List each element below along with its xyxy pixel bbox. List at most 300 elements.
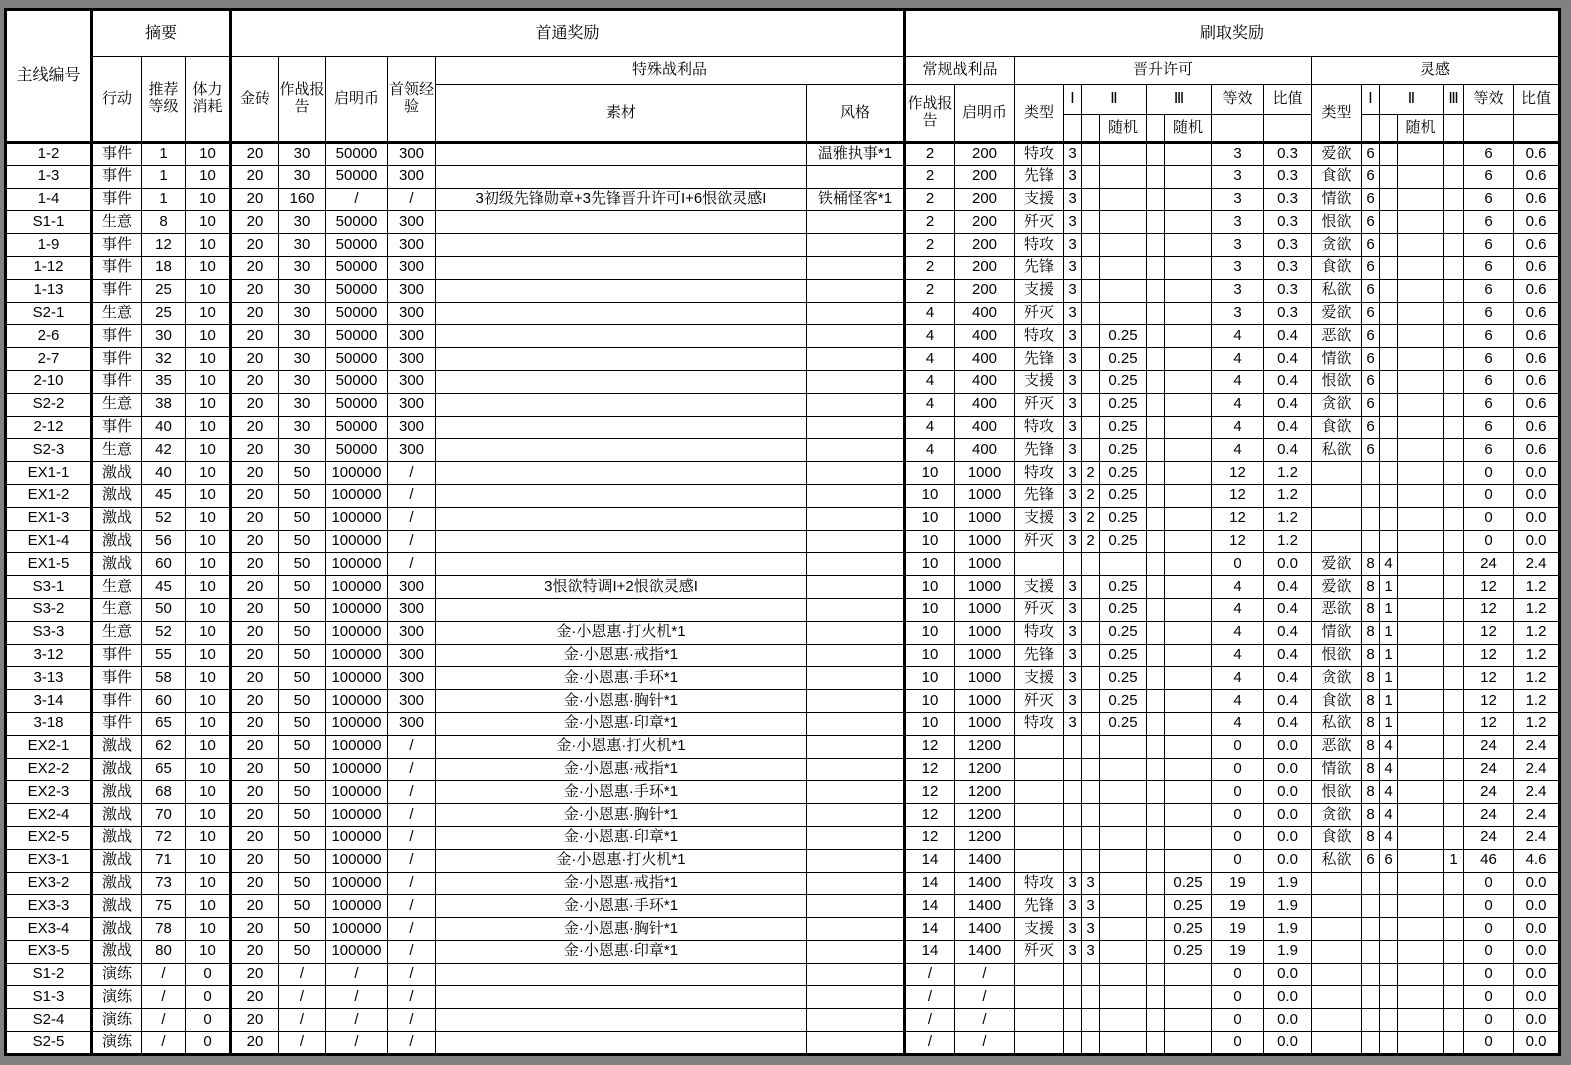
stamina-cost: 10 xyxy=(186,348,231,371)
qiming-coin: 50000 xyxy=(326,370,388,393)
stamina-cost: 10 xyxy=(186,484,231,507)
permit-ii xyxy=(1082,826,1100,849)
qiming-coin: / xyxy=(326,1009,388,1032)
insp-equivalent: 6 xyxy=(1464,439,1514,462)
insp-ii: 1 xyxy=(1380,576,1398,599)
style xyxy=(807,735,905,758)
material xyxy=(436,234,807,257)
insp-type: 私欲 xyxy=(1312,712,1362,735)
boss-exp: / xyxy=(388,530,436,553)
permit-ii-random xyxy=(1100,940,1147,963)
gold-brick: 20 xyxy=(231,507,279,530)
style xyxy=(807,644,905,667)
farm-battle-report: 10 xyxy=(905,553,955,576)
table-row xyxy=(6,918,1560,941)
permit-iii-random xyxy=(1165,849,1212,872)
stamina-cost: 0 xyxy=(186,1009,231,1032)
permit-equivalent: 0 xyxy=(1212,963,1264,986)
permit-iii xyxy=(1147,393,1165,416)
permit-iii xyxy=(1147,348,1165,371)
battle-report: 50 xyxy=(279,530,326,553)
battle-report: 50 xyxy=(279,667,326,690)
permit-i: 3 xyxy=(1064,940,1082,963)
material xyxy=(436,1009,807,1032)
permit-i xyxy=(1064,963,1082,986)
group-header-special-loot: 特殊战利品 xyxy=(436,57,905,85)
permit-i: 3 xyxy=(1064,507,1082,530)
permit-iii-random xyxy=(1165,416,1212,439)
permit-ratio: 0.3 xyxy=(1264,256,1312,279)
style: 铁桶怪客*1 xyxy=(807,188,905,211)
insp-iii xyxy=(1444,325,1464,348)
col-header-boss-exp: 首领经验 xyxy=(388,57,436,143)
insp-i: 6 xyxy=(1362,302,1380,325)
material: 3初级先锋勋章+3先锋晋升许可I+6恨欲灵感I xyxy=(436,188,807,211)
farm-battle-report: 10 xyxy=(905,462,955,485)
insp-type xyxy=(1312,530,1362,553)
insp-ratio: 0.6 xyxy=(1514,416,1560,439)
boss-exp: 300 xyxy=(388,667,436,690)
style xyxy=(807,302,905,325)
boss-exp: / xyxy=(388,484,436,507)
insp-iii xyxy=(1444,256,1464,279)
permit-equivalent: 19 xyxy=(1212,940,1264,963)
insp-iii xyxy=(1444,872,1464,895)
insp-type: 私欲 xyxy=(1312,849,1362,872)
insp-ratio: 0.6 xyxy=(1514,234,1560,257)
permit-ii: 2 xyxy=(1082,462,1100,485)
action: 事件 xyxy=(92,348,142,371)
insp-iii xyxy=(1444,439,1464,462)
action: 演练 xyxy=(92,986,142,1009)
permit-iii-random: 0.25 xyxy=(1165,940,1212,963)
permit-type xyxy=(1015,781,1064,804)
insp-iii xyxy=(1444,667,1464,690)
permit-i: 3 xyxy=(1064,393,1082,416)
permit-iii xyxy=(1147,143,1165,166)
insp-ratio: 1.2 xyxy=(1514,712,1560,735)
battle-report: 30 xyxy=(279,325,326,348)
stamina-cost: 10 xyxy=(186,462,231,485)
stamina-cost: 10 xyxy=(186,256,231,279)
insp-type: 贪欲 xyxy=(1312,804,1362,827)
stamina-cost: 10 xyxy=(186,826,231,849)
col-header-insp-equivalent-sub xyxy=(1464,115,1514,143)
insp-equivalent: 6 xyxy=(1464,393,1514,416)
recommended-level: 73 xyxy=(142,872,186,895)
permit-type: 先锋 xyxy=(1015,895,1064,918)
table-row xyxy=(6,279,1560,302)
permit-equivalent: 4 xyxy=(1212,393,1264,416)
insp-i: 8 xyxy=(1362,781,1380,804)
permit-iii xyxy=(1147,1009,1165,1032)
insp-ii: 1 xyxy=(1380,667,1398,690)
stamina-cost: 10 xyxy=(186,712,231,735)
insp-type xyxy=(1312,462,1362,485)
farm-battle-report: 14 xyxy=(905,872,955,895)
battle-report: 50 xyxy=(279,576,326,599)
permit-ii-random: 0.25 xyxy=(1100,348,1147,371)
farm-qiming-coin: 400 xyxy=(955,393,1015,416)
recommended-level: 68 xyxy=(142,781,186,804)
insp-i xyxy=(1362,462,1380,485)
table-row xyxy=(6,712,1560,735)
permit-ii-random xyxy=(1100,735,1147,758)
permit-ratio: 1.2 xyxy=(1264,462,1312,485)
insp-type: 食欲 xyxy=(1312,165,1362,188)
table-row xyxy=(6,143,1560,166)
permit-ii xyxy=(1082,804,1100,827)
qiming-coin: 100000 xyxy=(326,644,388,667)
qiming-coin: 100000 xyxy=(326,507,388,530)
style xyxy=(807,690,905,713)
style xyxy=(807,1009,905,1032)
permit-iii xyxy=(1147,165,1165,188)
col-header-insp-ratio-sub xyxy=(1514,115,1560,143)
gold-brick: 20 xyxy=(231,667,279,690)
qiming-coin: 50000 xyxy=(326,416,388,439)
permit-ii: 2 xyxy=(1082,530,1100,553)
permit-i: 3 xyxy=(1064,895,1082,918)
farm-battle-report: 10 xyxy=(905,667,955,690)
col-header-insp-tier3-sub xyxy=(1444,115,1464,143)
gold-brick: 20 xyxy=(231,986,279,1009)
permit-ii: 2 xyxy=(1082,484,1100,507)
mainline-id: EX1-3 xyxy=(6,507,92,530)
permit-iii-random xyxy=(1165,1009,1212,1032)
insp-i xyxy=(1362,507,1380,530)
style xyxy=(807,918,905,941)
insp-ratio: 2.4 xyxy=(1514,804,1560,827)
permit-ratio: 1.9 xyxy=(1264,918,1312,941)
col-header-material: 素材 xyxy=(436,85,807,143)
permit-ii-random xyxy=(1100,165,1147,188)
insp-type xyxy=(1312,963,1362,986)
mainline-id: EX1-5 xyxy=(6,553,92,576)
action: 激战 xyxy=(92,872,142,895)
farm-qiming-coin: 400 xyxy=(955,416,1015,439)
permit-type xyxy=(1015,1032,1064,1055)
insp-i: 6 xyxy=(1362,416,1380,439)
permit-iii xyxy=(1147,234,1165,257)
permit-ii-random xyxy=(1100,302,1147,325)
farm-qiming-coin: 400 xyxy=(955,348,1015,371)
permit-i: 3 xyxy=(1064,644,1082,667)
farm-battle-report: 2 xyxy=(905,165,955,188)
recommended-level: 35 xyxy=(142,370,186,393)
permit-type: 特攻 xyxy=(1015,712,1064,735)
qiming-coin: 100000 xyxy=(326,530,388,553)
qiming-coin: 50000 xyxy=(326,325,388,348)
farm-qiming-coin: 1000 xyxy=(955,598,1015,621)
insp-ratio: 0.0 xyxy=(1514,918,1560,941)
recommended-level: 8 xyxy=(142,211,186,234)
style xyxy=(807,758,905,781)
qiming-coin: 100000 xyxy=(326,484,388,507)
permit-type: 歼灭 xyxy=(1015,393,1064,416)
farm-battle-report: / xyxy=(905,963,955,986)
material xyxy=(436,507,807,530)
permit-i xyxy=(1064,826,1082,849)
farm-qiming-coin: 200 xyxy=(955,165,1015,188)
insp-ii: 1 xyxy=(1380,621,1398,644)
table-row xyxy=(6,872,1560,895)
battle-report: 50 xyxy=(279,507,326,530)
insp-i xyxy=(1362,1009,1380,1032)
permit-ii: 3 xyxy=(1082,918,1100,941)
insp-i: 8 xyxy=(1362,644,1380,667)
farm-battle-report: 4 xyxy=(905,393,955,416)
col-header-battle-report: 作战报告 xyxy=(279,57,326,143)
battle-report: 30 xyxy=(279,211,326,234)
permit-ratio: 0.4 xyxy=(1264,576,1312,599)
qiming-coin: 100000 xyxy=(326,895,388,918)
style xyxy=(807,621,905,644)
recommended-level: 32 xyxy=(142,348,186,371)
stamina-cost: 10 xyxy=(186,188,231,211)
action: 演练 xyxy=(92,1032,142,1055)
insp-type: 爱欲 xyxy=(1312,302,1362,325)
mainline-id: EX2-4 xyxy=(6,804,92,827)
insp-type: 情欲 xyxy=(1312,758,1362,781)
style xyxy=(807,826,905,849)
insp-iii xyxy=(1444,416,1464,439)
recommended-level: / xyxy=(142,1032,186,1055)
insp-type xyxy=(1312,507,1362,530)
insp-ratio: 1.2 xyxy=(1514,667,1560,690)
permit-equivalent: 3 xyxy=(1212,256,1264,279)
style xyxy=(807,598,905,621)
permit-ratio: 0.4 xyxy=(1264,439,1312,462)
boss-exp: 300 xyxy=(388,393,436,416)
permit-ii xyxy=(1082,621,1100,644)
action: 事件 xyxy=(92,143,142,166)
col-header-insp-ratio: 比值 xyxy=(1514,85,1560,115)
permit-ii xyxy=(1082,712,1100,735)
permit-i: 3 xyxy=(1064,279,1082,302)
battle-report: 30 xyxy=(279,143,326,166)
permit-iii-random xyxy=(1165,484,1212,507)
boss-exp: / xyxy=(388,781,436,804)
insp-i: 8 xyxy=(1362,667,1380,690)
permit-equivalent: 0 xyxy=(1212,849,1264,872)
permit-ii xyxy=(1082,234,1100,257)
action: 事件 xyxy=(92,279,142,302)
permit-type xyxy=(1015,986,1064,1009)
table-row xyxy=(6,325,1560,348)
mainline-id: S3-2 xyxy=(6,598,92,621)
insp-iii xyxy=(1444,484,1464,507)
permit-ratio: 1.2 xyxy=(1264,507,1312,530)
battle-report: 50 xyxy=(279,804,326,827)
permit-i xyxy=(1064,735,1082,758)
permit-type: 特攻 xyxy=(1015,234,1064,257)
recommended-level: 60 xyxy=(142,553,186,576)
style xyxy=(807,370,905,393)
mainline-id: EX1-1 xyxy=(6,462,92,485)
stamina-cost: 10 xyxy=(186,302,231,325)
gold-brick: 20 xyxy=(231,143,279,166)
qiming-coin: 50000 xyxy=(326,165,388,188)
insp-equivalent: 24 xyxy=(1464,553,1514,576)
insp-ii xyxy=(1380,211,1398,234)
group-header-summary: 摘要 xyxy=(92,10,231,57)
insp-ratio: 0.6 xyxy=(1514,165,1560,188)
battle-report: 50 xyxy=(279,895,326,918)
mainline-id: 2-10 xyxy=(6,370,92,393)
permit-ii-random xyxy=(1100,826,1147,849)
insp-iii xyxy=(1444,895,1464,918)
table-row xyxy=(6,576,1560,599)
permit-ii xyxy=(1082,211,1100,234)
permit-ii-random: 0.25 xyxy=(1100,598,1147,621)
permit-type: 先锋 xyxy=(1015,644,1064,667)
mainline-id: 1-9 xyxy=(6,234,92,257)
permit-ii: 3 xyxy=(1082,895,1100,918)
qiming-coin: 100000 xyxy=(326,804,388,827)
insp-ratio: 2.4 xyxy=(1514,781,1560,804)
mainline-id: S2-3 xyxy=(6,439,92,462)
permit-ii xyxy=(1082,781,1100,804)
stamina-cost: 10 xyxy=(186,211,231,234)
table-row xyxy=(6,1032,1560,1055)
insp-ii xyxy=(1380,895,1398,918)
farm-qiming-coin: 200 xyxy=(955,279,1015,302)
insp-ratio: 1.2 xyxy=(1514,644,1560,667)
action: 演练 xyxy=(92,963,142,986)
table-row xyxy=(6,690,1560,713)
col-header-insp-tier2-fixed xyxy=(1380,115,1398,143)
action: 事件 xyxy=(92,188,142,211)
permit-ii xyxy=(1082,1032,1100,1055)
insp-iii xyxy=(1444,530,1464,553)
stamina-cost: 10 xyxy=(186,370,231,393)
insp-iii xyxy=(1444,279,1464,302)
boss-exp: / xyxy=(388,986,436,1009)
insp-type xyxy=(1312,484,1362,507)
insp-ii-random xyxy=(1398,918,1444,941)
permit-ii xyxy=(1082,256,1100,279)
insp-equivalent: 0 xyxy=(1464,872,1514,895)
mainline-id: 1-2 xyxy=(6,143,92,166)
permit-ii xyxy=(1082,393,1100,416)
col-header-qiming-coin: 启明币 xyxy=(326,57,388,143)
insp-ratio: 1.2 xyxy=(1514,621,1560,644)
mainline-id: EX2-3 xyxy=(6,781,92,804)
style xyxy=(807,530,905,553)
style xyxy=(807,963,905,986)
permit-ii-random xyxy=(1100,211,1147,234)
permit-ratio: 0.0 xyxy=(1264,781,1312,804)
permit-iii xyxy=(1147,256,1165,279)
action: 激战 xyxy=(92,804,142,827)
action: 激战 xyxy=(92,735,142,758)
material xyxy=(436,963,807,986)
insp-ii xyxy=(1380,393,1398,416)
mainline-id: 3-14 xyxy=(6,690,92,713)
insp-ii xyxy=(1380,963,1398,986)
qiming-coin: 100000 xyxy=(326,576,388,599)
table-row xyxy=(6,484,1560,507)
permit-equivalent: 4 xyxy=(1212,644,1264,667)
permit-type xyxy=(1015,758,1064,781)
material xyxy=(436,462,807,485)
permit-equivalent: 4 xyxy=(1212,598,1264,621)
permit-ratio: 0.0 xyxy=(1264,735,1312,758)
permit-iii xyxy=(1147,644,1165,667)
insp-i xyxy=(1362,872,1380,895)
insp-ii-random xyxy=(1398,895,1444,918)
table-row xyxy=(6,370,1560,393)
insp-iii xyxy=(1444,804,1464,827)
permit-ratio: 0.0 xyxy=(1264,1032,1312,1055)
farm-qiming-coin: 200 xyxy=(955,234,1015,257)
insp-ii xyxy=(1380,507,1398,530)
stamina-cost: 0 xyxy=(186,963,231,986)
action: 激战 xyxy=(92,781,142,804)
boss-exp: 300 xyxy=(388,644,436,667)
col-header-permit-tier2-random: 随机 xyxy=(1100,115,1147,143)
permit-type xyxy=(1015,963,1064,986)
stamina-cost: 10 xyxy=(186,143,231,166)
farm-qiming-coin: 1400 xyxy=(955,872,1015,895)
permit-iii xyxy=(1147,302,1165,325)
insp-type xyxy=(1312,940,1362,963)
permit-iii xyxy=(1147,940,1165,963)
battle-report: 30 xyxy=(279,256,326,279)
permit-equivalent: 3 xyxy=(1212,165,1264,188)
recommended-level: 1 xyxy=(142,143,186,166)
table-row xyxy=(6,667,1560,690)
insp-ratio: 0.0 xyxy=(1514,1032,1560,1055)
farm-qiming-coin: / xyxy=(955,1009,1015,1032)
permit-ii xyxy=(1082,439,1100,462)
stamina-cost: 10 xyxy=(186,849,231,872)
style xyxy=(807,781,905,804)
permit-iii-random xyxy=(1165,598,1212,621)
permit-iii xyxy=(1147,712,1165,735)
permit-i xyxy=(1064,1032,1082,1055)
col-header-farm-qiming-coin: 启明币 xyxy=(955,85,1015,143)
gold-brick: 20 xyxy=(231,348,279,371)
insp-equivalent: 0 xyxy=(1464,918,1514,941)
farm-qiming-coin: 1200 xyxy=(955,781,1015,804)
permit-iii xyxy=(1147,484,1165,507)
gold-brick: 20 xyxy=(231,826,279,849)
action: 激战 xyxy=(92,484,142,507)
permit-ratio: 0.3 xyxy=(1264,279,1312,302)
permit-type xyxy=(1015,1009,1064,1032)
stamina-cost: 10 xyxy=(186,667,231,690)
qiming-coin: / xyxy=(326,986,388,1009)
insp-type xyxy=(1312,1009,1362,1032)
permit-iii xyxy=(1147,576,1165,599)
table-header xyxy=(6,10,1560,143)
material: 金·小恩惠·印章*1 xyxy=(436,826,807,849)
boss-exp: 300 xyxy=(388,712,436,735)
material xyxy=(436,348,807,371)
permit-type: 歼灭 xyxy=(1015,211,1064,234)
insp-i: 8 xyxy=(1362,598,1380,621)
permit-ratio: 0.0 xyxy=(1264,849,1312,872)
header-row-subgroups xyxy=(6,57,1560,85)
action: 事件 xyxy=(92,712,142,735)
recommended-level: / xyxy=(142,1009,186,1032)
col-header-permit-tier1: Ⅰ xyxy=(1064,85,1082,115)
insp-i: 6 xyxy=(1362,143,1380,166)
boss-exp: 300 xyxy=(388,348,436,371)
insp-type: 爱欲 xyxy=(1312,553,1362,576)
